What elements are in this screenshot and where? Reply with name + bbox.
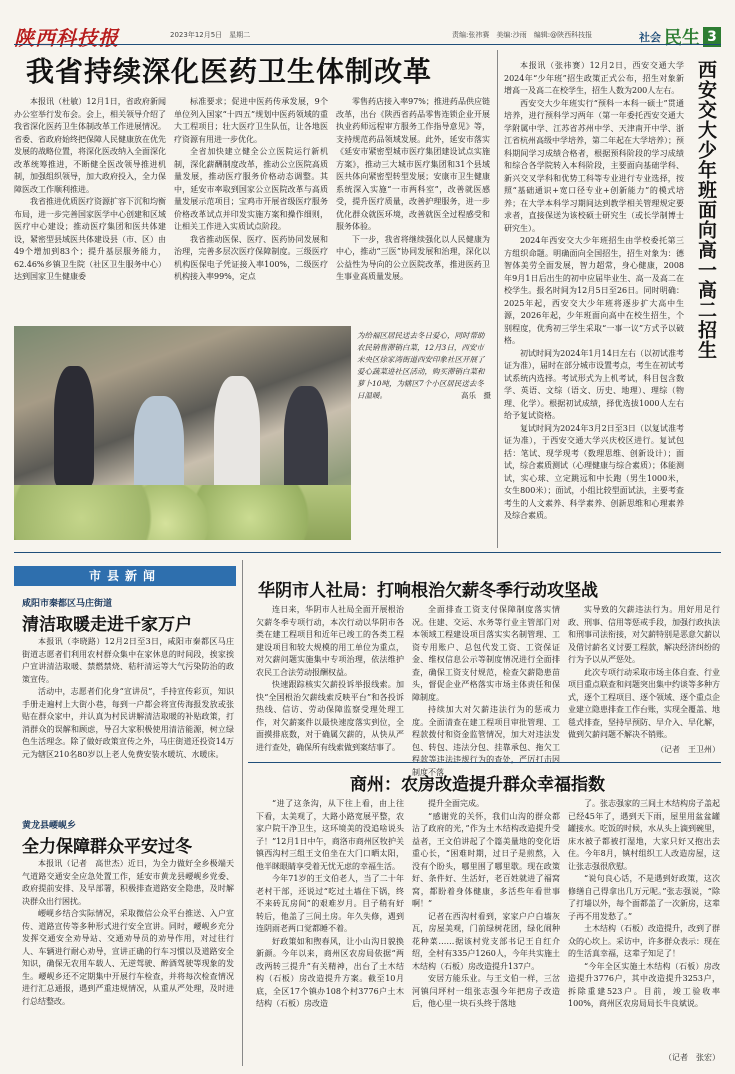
right-column-divider — [497, 50, 498, 548]
page-number: 3 — [703, 27, 721, 47]
lead-col-1: 本报讯（杜敏）12月1日，省政府新闻办公室举行发布会。会上，相关领导介绍了我省深化医药卫生体制改革工作进展情况。省委、省政府始终把保障人民健康放在优先发展的战略位置，将深化医改纳入全面深化改革统筹推进，不断健全医改领导推进机制，加强组织领导，加大政府投入，全力保障医改工作顺利推进。 我省推进优质医疗资源扩容下沉和均衡布局，进一步完善国家医学中心创建和区域医疗中心建设；推动医疗集团和医共体建设，紧密型县域医共体建设县（市、区）由49个增加到83个；提升基层服务能力，62.46%乡镇卫生院（社区卫生服务中心）达到国家卫生健康委 — [14, 97, 166, 281]
huayin-byline: （记者 王卫州） — [656, 745, 720, 754]
weekday: 星期二 — [229, 31, 251, 39]
lead-col-2: 标准要求；促进中医药传承发展，9个单位列入国家“十四五”规划中医药领域的重大工程项目；壮大医疗卫生队伍，让各地医疗资源有用进一步优化。 全省加快建立健全公立医院运行新机制，深化薪酬制度改革，推动公立医院高质量发展，推动医疗服务价格动态调整。其中，延安市率取到国家公立医院改革与高质量发展示范项目；宝鸡市开展省级医疗服务价格改革试点并印发实施方案和操作细则，让相关工作进入实质试点阶段。 我省推动医保、医疗、医药协同发展和治理，完善多层次医疗保障制度。三级医疗机构医保电子凭证接入率100%，二级医疗机构接入率99%，定点 — [174, 97, 328, 281]
xian-body: 本报讯（张祎赛）12月2日，西安交通大学2024年“少年班”招生政策正式公布，招生对象新增高一及高二在校学生，招生人数为200人左右。 西安交大少年班实行“预科一本科一硕士”贯通培养，进行预科学习两年（第一年委托西安交通大学附属中学、江苏省苏州中学、天津南开中学、浙江省杭州高级中学培养，第二年起在大学培养）；预科期间学习成绩合格者，根据预科阶段的学习成绩和综合各学院转入本科阶段，主要面向基础学科、新兴交叉学科和优势工科等专业进行专业选择，按照“基础通识+宽口径专业+创新能力”的模式培养；在大学本科学习期间达到教学相关管理规定要求者，直接保送为该校硕士研究生（或长学制博士研究生）。 2024年西安交大少年班招生由学校委托第三方组织命题。明确面向全国招生，招生对象为：德智体美劳全面发展，智力超常，身心健康，2008年9月1日后出生的初中应届毕业生、高一及高二在校学生。报名时间为12月5日至26日。同时明确：2025年起，西安交大少年班将逐步扩大高中生源，2026年起，少年班面向高中在校生招生，个别程度，优秀初三学生采取“一事一议”方式予以破格。 初试时间为2024年1月14日左右（以初试准考证为准），届时在部分城市设置考点，考生在初试考试系统内选择。考试形式为上机考试，科目包含数学、英语、文综（语文、历史、地理）、理综（物理、化学）。根据初试成绩，择优选拔1000人左右给予复试资格。 复试时间为2024年3月2日至3日（以复试准考证为准），于西安交通大学兴庆校区进行。复试包括：笔试、现学现考（数理思维、创新设计）；面试，综合素质测试（心理健康与综合素质）；体能测试，实心球、立定跳远和中长跑（男生1000米，女生800米）；面试，小组比较型面试法，主要考查考生的人文素养、科学素养、创新思维和心理素养及综合素质。 — [504, 61, 684, 520]
photo-credit: 高乐 摄 — [461, 391, 491, 400]
news-photo — [14, 326, 351, 540]
huayin-col-1: 连日来，华阴市人社局全面开展根治欠薪冬季专项行动，本次行动以华阴市各类在建工程项目和近年已竣工的各类工程建设项目和较大规模的用工单位为重点，对欠薪问题实施集中专项治理，依法维护农民工合法劳动报酬权益。 快速跟踪核实欠薪投诉举报线索。加快“全国根治欠薪线索反映平台”和各投诉热线、信访、劳动保障监察受理处理工作，对欠薪案件以最快速度落实到位，全面摸排底数，对于确属欠薪的，从快从严进行查处，确保所有线索做到案结事了。 — [256, 605, 404, 752]
photo-figure-1 — [54, 366, 94, 486]
section-big: 民生 — [664, 28, 700, 49]
lead-col-3: 零售药店接入率97%；推进药品供应链改革，出台《陕西省药品零售连锁企业开展执业药师远程审方服务工作指导意见》等，支持规范药品领域发展。此外，延安市落实《延安市紧密型城市医疗集团建设试点实施方案》，推动三大城市医疗集团和31个县域医共体向紧密型转型发展；安康市卫生健康系统深入实施“一市两科室”，改善就医感受，提升医疗质量，改善护理服务，进一步优化群众就医环境，改善就医全过程感受和服务体验。 下一步，我省将继续强化以人民健康为中心，推动“三医”协同发展和治理，深化以公益性为导向的公立医院改革，推进医药卫生事业高质量发展。 — [336, 97, 490, 281]
left-box-divider — [242, 560, 243, 1066]
shangzhou-col-1: “进了这条沟，从下往上看，由上往下看，太美观了，大路小路宽展平整，农家户院干净卫生，这环境美的没追啥说头子！”12月1日中午，商洛市商州区牧护关镇西沟村三组王文伯坐在大门口晒太阳，他半眯眼睛享受着无忧无虑的幸福生活。 今年71岁的王文伯老人，当了二十年老村干部，还说过“吃过土墙住下锅，终不来砖瓦房间”的艰难岁月。目子稍有好转后，他盖了三间土房。年久失修，遇到连阴雨老两口觉都睡不着。 好政策如和煦春风，让小山沟日貌换新颜。今年以来，商州区农房局依据“两改两转三提升”有关精神，出台了土木结构（石板）房改造提升方案。截至10月底，全区17个镇办108个村3776户土木结构（石板）房改造 — [256, 799, 404, 1008]
caption-text: 为给福区居民送去冬日爱心，同时帮助农民销售滞销白菜，12月3日，西安市未央区徐家湾街道西安印象社区开展了爱心蔬菜进社区活动，购买滞销白菜和萝卜10吨，为辖区7个小区居民送去冬日温暖。 — [357, 331, 485, 400]
shangzhou-col-3: 了。张志强家的三间土木结构房子盖起已经45年了，遇到天下雨，屋里用盆盆罐罐接水。吃饭的时候，水从头上滴到碗里，床水被子都被打湿地，大家只好又抱出去住。今年8月，镇村组织工人改造房屋，这让张志强很欣慰。 “说句良心话，不是遇到好政策，这次修缮自己得拿出几万元呢。”张志强说，“除了打墙以外，每个面都盖了一次新房，这辈子再不用发愁了。” 土木结构（石板）改造提升，改到了群众的心坎上。采访中，许多群众表示：现在的生活真幸福，这辈子知足了！ “今年全区实施土木结构（石板）房改造提升3776户，其中改造提升3253户，拆除重建523户。目前，竣工验收率100%，商州区农房局局长牛良斌说。 — [568, 799, 720, 1008]
huayin-col-3: 实导致的欠薪违法行为。用好用足行政、刑事、信用等惩戒手段，加强行政执法和刑事司法衔接，对欠薪特别是恶意欠薪以及借讨薪名义讨要工程款，解决经济纠纷的行为予以从严惩处。 此次专项行动采取市场主体自查、行业项目重点联查和问题突出集中约谈等多种方式，逐个工程项目、逐个领域、逐个重点企业建立隐患排查工作台账，实现全覆盖、地毯式排查，坚持早预防、早介入、早化解，做到欠薪问题不解决不销账。 — [568, 605, 720, 739]
editors: 责编:张祎赛 美编:沙雨 编辑:@陕西科技报 — [452, 31, 593, 39]
lead-headline: 我省持续深化医药卫生体制改革 — [26, 55, 433, 88]
xian-vertical-title: 西安交大少年班面向高一高二招生 — [695, 60, 717, 360]
masthead: 陕西科技报 — [14, 26, 119, 50]
story1-body: 本报讯（李晓路）12月2日至3日，咸阳市秦都区马庄街道志愿者们利用农村群众集中在家休息的时间段，挨家挨户宣讲清洁取暖、禁燃禁烧、秸秆清运等大气污染防治的政策宣传。 活动中，志愿者们化身“宣讲员”，手持宣传彩页，知识手册走遍村上大街小巷，每到一户都会将宣传海报发放或张贴在群众家中，并认真为村民讲解清洁取暖的补贴政策，打消群众的误解和顾虑，导召大家积极使用清洁能源，树立绿色生活理念。除了做好政策宣传之外，马庄街道还投资14万元为辖区210名80岁以上老人免费安装水暖坑、水暖床。 — [22, 637, 234, 759]
story2-subtitle: 黄龙县崾岘乡 — [22, 821, 77, 831]
shangzhou-byline: （记者 张宏） — [664, 1053, 720, 1062]
huayin-col-2: 全面排查工资支付保障制度落实情况。住建、交运、水务等行业主管部门对本领域工程建设项目落实实名制管理、工资专用账户、总包代发工资、工资保证金、维权信息公示等制度情况进行全面排查，确保工资支付规范，检查欠薪隐患苗头，督促企业严格落实市场主体责任和保障制度。 持续加大对欠薪违法行为的惩戒力度。全面清查在建工程项目审批管理、工程款拨付和资金监管情况，加大对违法发包、转包、违法分包、挂靠承包、拖欠工程款等违法违规行为的查处，严厉打击因制度不落 — [412, 605, 560, 777]
story1-subtitle: 咸阳市秦都区马庄街道 — [22, 599, 113, 609]
story1-title: 清洁取暖走进千家万户 — [22, 615, 192, 635]
story2-title: 全力保障群众平安过冬 — [22, 837, 192, 857]
issue-date — [170, 30, 250, 40]
cabbage-pile — [14, 485, 351, 540]
photo-caption — [357, 330, 491, 540]
section-badge — [639, 24, 721, 50]
date: 2023年12月5日 — [170, 31, 223, 39]
section-small: 社会 — [639, 31, 661, 44]
shangzhou-col-2: 提升全面完成。 “感谢党的关怀，我们山沟的群众都沾了政府的光，”作为土木结构改造提升受益者，王文伯讲起了个篇美量地的变化语重心长，“困难时期，过日子是煎熬，入没有个盼头，哪里围了哪里歇。现在政策好、条件好、生活好，老百姓就进了福窝窝，都盼着身体健康，多活些年看世事啊！” 记者在西沟村看到，家家户户白墙灰瓦，房屋美观，门前绿树花团，绿化闹种花种菜……据该村党支部书记王自红介绍，全村有335户1260人，今年共实施土木结构（石板）房改造提升137户。 安居方能乐业。与王文伯一样，三岔河镇闫坪村一组张志强今年把房子改造后，他心里一块石头终于落地 — [412, 799, 560, 1008]
mid-rule — [14, 552, 721, 553]
city-news-heading: 市县新闻 — [14, 566, 236, 586]
huayin-headline: 华阴市人社局：打响根治欠薪冬季行动攻坚战 — [258, 581, 598, 601]
shangzhou-headline: 商州：农房改造提升群众幸福指数 — [350, 775, 605, 795]
lower-rule — [248, 762, 721, 763]
story2-body: 本报讯（记者 高世杰）近日，为全力做好全乡极端天气道路交通安全应急处置工作，延安市黄龙县崾岘乡党委、政府提前安排、及早部署，积极排查道路安全隐患，及时解决群众出行困扰。 崾岘乡结合实际情况，采取微信公众平台推送、入户宣传、道路宣传等多种形式进行安全宣讲。同时，崾岘乡充分发挥交通安全劝导站、交通劝导员的劝导作用，对过往行人、车辆进行耐心劝导，宣讲正确的行车习惯以及道路安全知识，确保无农用车载人、无逆驾驶、醉酒驾驶等现象的发生。崾岘乡还不定期集中开展行车检查，并将每次检查情况进行汇总通报，遇到严重违规情况，从重从严处理，及时进行总结整改。 — [22, 859, 234, 1006]
header-rule — [14, 44, 721, 45]
